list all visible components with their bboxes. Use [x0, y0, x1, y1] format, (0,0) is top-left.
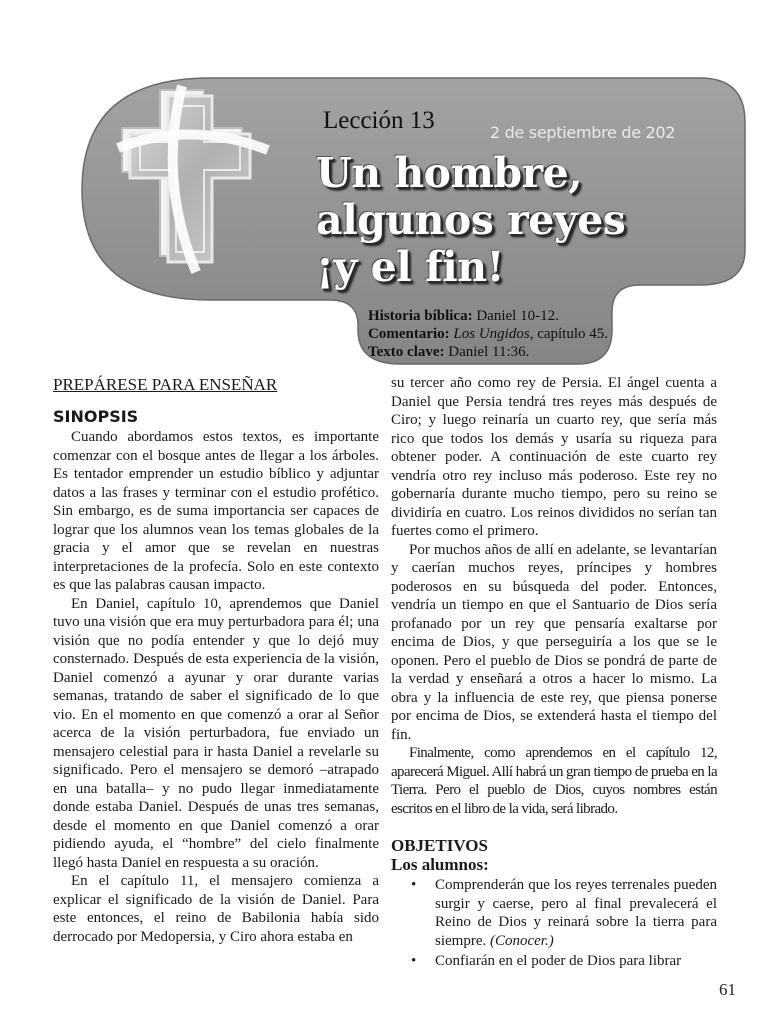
section-heading: PREPÁRESE PARA ENSEÑAR [53, 375, 278, 394]
title-line: algunos reyes [316, 196, 626, 244]
lesson-header-banner [0, 0, 768, 370]
list-item: • Comprenderán que los reyes terrenales pueden surgir y caerse, pero al final prevalecerá el Reino de Dios y reinará sobre la tierra para siempre. (Conocer.) [391, 876, 717, 950]
objectives-heading: OBJETIVOS [391, 836, 488, 855]
paragraph: En Daniel, capítulo 10, aprendemos que Daniel tuvo una visión que era muy perturbadora para él; una visión que no podía entender y que lo dejó muy consternado. Después de esta experiencia de la visión, Daniel comenzó a ayunar y orar durante varias semanas, tratando de saber el significado de lo que vio. En el momento en que comenzó a orar al Señor acerca de la visión perturbadora, fue enviado un mensajero celestial para ir hasta Daniel a revelarle su significado. Pero el mensajero se demoró –atrapado en una batalla– y no pudo llegar inmediatamente donde estaba Daniel. Después de unas tres semanas, desde el momento en que Daniel comenzó a orar pidiendo ayuda, el “hombre” del cielo finalmente llegó hasta Daniel en respuesta a su oración. [53, 595, 379, 871]
right-column [391, 374, 717, 973]
objectives-list [391, 876, 717, 971]
lesson-references [368, 307, 608, 361]
paragraph: Por muchos años de allí en adelante, se levantarían y caerían muchos reyes, príncipes y hombres poderosos en su búsqueda del poder. Entonces, vendría un tiempo en que el Santuario de Dios sería profanado por un rey que pensaría exaltarse por encima de Dios, y que perseguiría a los que se le oponen. Pero el pueblo de Dios se pondrá de parte de la verdad y enseñará a otros a hacer lo mismo. La obra y la influencia de este rey, que piensa ponerse por encima de Dios, se extenderá hasta el tiempo del fin. [391, 541, 717, 743]
ref-bible-story: Historia bíblica: Daniel 10-12. [368, 308, 559, 324]
title-line: Un hombre, [316, 149, 583, 197]
lesson-date: 2 de septiembre de 202 [490, 123, 676, 142]
page-number: 61 [719, 980, 736, 999]
paragraph: Finalmente, como aprendemos en el capítulo 12, aparecerá Miguel. Allí habrá un gran tiempo de prueba en la Tierra. Pero el pueblo de Dios, cuyos nombres están escritos en el libro de la vida, será librado. [391, 745, 717, 817]
lesson-title [316, 150, 736, 291]
title-line: ¡y el fin! [316, 243, 505, 291]
lesson-number: Lección 13 [323, 107, 435, 134]
left-column [53, 374, 379, 946]
objective-tag: (Conocer.) [489, 932, 554, 949]
paragraph: En el capítulo 11, el mensajero comienza a explicar el significado de la visión de Daniel. Para este entonces, el reino de Babilonia había sido derrocado por Medopersia, y Ciro ahora estaba en [53, 873, 379, 945]
synopsis-heading: SINOPSIS [53, 406, 139, 426]
ref-key-text: Texto clave: Daniel 11:36. [368, 344, 530, 360]
paragraph: Cuando abordamos estos textos, es importante comenzar con el bosque antes de llegar a los árboles. Es tentador emprender un estudio bíblico y adjuntar datos a las frases y terminar con el estudio profético. Sin embargo, es de suma importancia ser capaces de lograr que los alumnos vean los temas globales de la gracia y el amor que se revelan en nuestras interpretaciones de la profecía. Solo en este contexto es que las palabras causan impacto. [53, 429, 379, 593]
objectives-subheading: Los alumnos: [391, 855, 489, 874]
list-item: • Confiarán en el poder de Dios para librar [391, 952, 717, 971]
ref-commentary: Comentario: Los Ungidos, capítulo 45. [368, 326, 609, 342]
paragraph: su tercer año como rey de Persia. El ángel cuenta a Daniel que Persia tendrá tres reyes más después de Ciro; y luego reinaría un cuarto rey, que sería más rico que todos los demás y usaría su riqueza para obtener poder. A continuación de este cuarto rey vendría otro rey incluso más poderoso. Este rey no gobernaría durante mucho tiempo, pero su reino se dividiría en cuatro. Los reinos divididos no serían tan fuertes como el primero. [391, 375, 717, 539]
